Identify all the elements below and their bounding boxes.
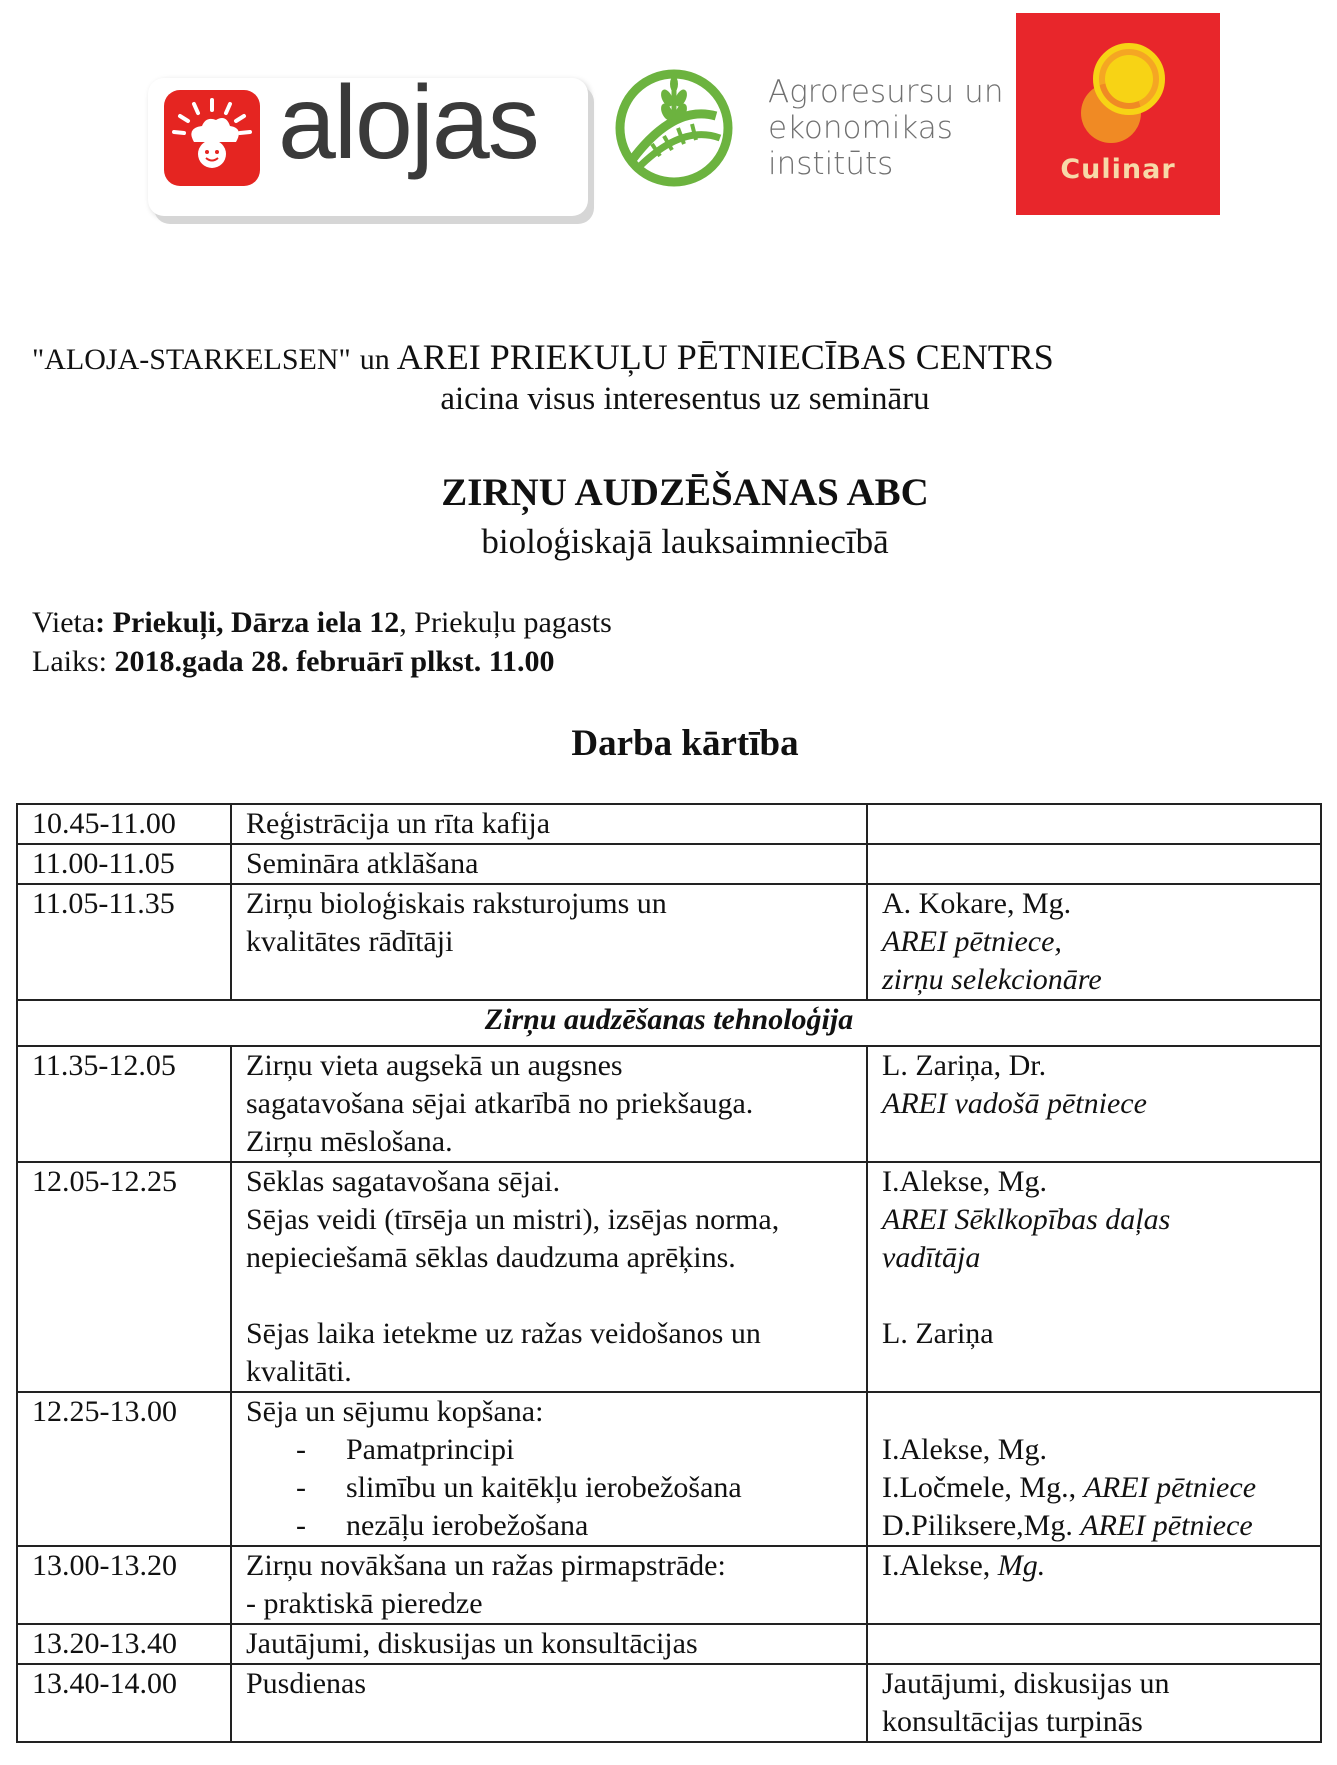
organizers-line [32, 336, 1054, 378]
speaker-role: zirņu selekcionāre [882, 963, 1102, 996]
speaker-role: AREI vadošā pētniece [882, 1087, 1147, 1120]
topic-line: Sēklas sagatavošana sējai. [246, 1165, 561, 1198]
time-cell: 13.40-14.00 [17, 1664, 231, 1742]
topic-line: Sēja un sējumu kopšana: [246, 1395, 544, 1428]
logo-bar [0, 0, 1337, 230]
topic-line: Zirņu vieta augsekā un augsnes [246, 1049, 623, 1082]
alojas-logo [148, 65, 588, 216]
topic-line: Zirņu bioloģiskais raksturojums un [246, 887, 667, 920]
bullet-item [246, 1507, 852, 1545]
arei-wordmark [768, 74, 1003, 182]
venue-label: Vieta [32, 606, 96, 639]
topic-line: Zirņu mēslošana. [246, 1125, 453, 1158]
topic-cell: Reģistrācija un rīta kafija [231, 804, 867, 844]
speaker-cell [867, 804, 1321, 844]
speaker-name: L. Zariņa [882, 1317, 994, 1350]
venue-line [32, 606, 612, 640]
topic-cell: Jautājumi, diskusijas un konsultācijas [231, 1624, 867, 1664]
org-arei: AREI PRIEKUĻU PĒTNIECĪBAS CENTRS [396, 337, 1054, 377]
venue-colon: : [95, 606, 113, 639]
speaker-cell [867, 1162, 1321, 1392]
bullet-item [246, 1431, 852, 1469]
speaker-role: AREI pētniece, [882, 925, 1062, 958]
topic-line: Sējas laika ietekme uz ražas veidošanos un [246, 1317, 761, 1350]
seminar-subtitle: bioloģiskajā lauksaimniecībā [481, 522, 889, 561]
speaker-name: I.Ločmele, Mg., [882, 1471, 1084, 1504]
speaker-name: I.Alekse, Mg. [882, 1433, 1047, 1466]
bullet-dash: - [296, 1471, 306, 1504]
topic-cell [231, 1392, 867, 1546]
speaker-role: vadītāja [882, 1241, 981, 1274]
topic-cell: Semināra atklāšana [231, 844, 867, 884]
time-cell: 13.00-13.20 [17, 1546, 231, 1624]
arei-line-1: Agroresursu un [768, 74, 1004, 110]
topic-line: Zirņu novākšana un ražas pirmapstrāde: [246, 1549, 726, 1582]
org-aloja: "ALOJA-STARKELSEN" [32, 343, 351, 376]
org-un: un [359, 343, 390, 376]
time-cell: 12.25-13.00 [17, 1392, 231, 1546]
table-row [17, 1624, 1321, 1664]
speaker-role: AREI Sēklkopības daļas [882, 1203, 1171, 1236]
speaker-name: D.Piliksere,Mg. [882, 1509, 1081, 1542]
table-row [17, 1664, 1321, 1742]
spacer [246, 1277, 852, 1315]
spacer [882, 1393, 1306, 1431]
speaker-cell [867, 1624, 1321, 1664]
speaker-line [882, 1431, 1306, 1469]
bullet-item [246, 1469, 852, 1507]
note-line: konsultācijas turpinās [882, 1705, 1143, 1738]
table-row [17, 804, 1321, 844]
speaker-role: AREI pētniece [1083, 1471, 1257, 1504]
topic-line: - praktiskā pieredze [246, 1587, 483, 1620]
venue-rest: , Priekuļu pagasts [399, 606, 612, 639]
speaker-cell [867, 1546, 1321, 1624]
time-label: Laiks: [32, 645, 115, 678]
spacer [882, 1277, 1306, 1315]
arei-line-2: ekonomikas [768, 110, 953, 146]
bullet-text: slimību un kaitēkļu ierobežošana [346, 1471, 742, 1504]
topic-line: sagatavošana sējai atkarībā no priekšauga. [246, 1087, 754, 1120]
speaker-cell [867, 844, 1321, 884]
culinar-logo [1016, 13, 1220, 215]
bullet-text: Pamatprincipi [346, 1433, 515, 1466]
speaker-name: I.Alekse, Mg. [882, 1165, 1047, 1198]
table-row [17, 1162, 1321, 1392]
topic-line: nepieciešamā sēklas daudzuma aprēķins. [246, 1241, 736, 1274]
seminar-title: ZIRŅU AUDZĒŠANAS ABC [441, 471, 929, 514]
culinar-wordmark: Culinar [1060, 154, 1176, 185]
speaker-line [882, 1469, 1306, 1507]
alojas-wordmark: alojas [278, 65, 538, 181]
time-cell: 13.20-13.40 [17, 1624, 231, 1664]
section-heading: Zirņu audzēšanas tehnoloģija [17, 1000, 1321, 1046]
speaker-cell [867, 1392, 1321, 1546]
invite-line: aicina visus interesentus uz semināru [440, 381, 930, 417]
time-cell: 11.00-11.05 [17, 844, 231, 884]
arei-line-3: institūts [768, 146, 894, 182]
alojas-chef-icon [164, 90, 260, 186]
section-row [17, 1000, 1321, 1046]
speaker-cell [867, 1046, 1321, 1162]
agenda-table [16, 803, 1322, 1743]
speaker-role: AREI pētniece [1080, 1509, 1253, 1542]
topic-cell [231, 1546, 867, 1624]
time-value: 2018.gada 28. februārī plkst. 11.00 [114, 645, 555, 678]
topic-cell [231, 1046, 867, 1162]
topic-cell [231, 1162, 867, 1392]
topic-line: kvalitātes rādītāji [246, 925, 454, 958]
speaker-degree: Mg. [997, 1549, 1046, 1582]
note-line: Jautājumi, diskusijas un [882, 1667, 1170, 1700]
topic-cell: Pusdienas [231, 1664, 867, 1742]
time-cell: 11.05-11.35 [17, 884, 231, 1000]
table-row [17, 1046, 1321, 1162]
time-line [32, 645, 555, 679]
table-row [17, 1546, 1321, 1624]
time-cell: 12.05-12.25 [17, 1162, 231, 1392]
speaker-name: A. Kokare, Mg. [882, 887, 1072, 920]
agenda-title: Darba kārtība [571, 723, 799, 764]
bullet-text: nezāļu ierobežošana [346, 1509, 589, 1542]
culinar-circles-icon [1016, 13, 1220, 153]
bullet-dash: - [296, 1509, 306, 1542]
arei-emblem-icon [612, 64, 736, 192]
topic-line: kvalitāti. [246, 1355, 352, 1388]
speaker-name: L. Zariņa, Dr. [882, 1049, 1047, 1082]
speaker-line [882, 1507, 1306, 1545]
bullet-dash: - [296, 1433, 306, 1466]
venue-value: Priekuļi, Dārza iela 12 [112, 606, 400, 639]
topic-cell [231, 884, 867, 1000]
time-cell: 11.35-12.05 [17, 1046, 231, 1162]
topic-line: Sējas veidi (tīrsēja un mistri), izsējas norma, [246, 1203, 780, 1236]
speaker-name: I.Alekse, [882, 1549, 998, 1582]
time-cell: 10.45-11.00 [17, 804, 231, 844]
speaker-cell [867, 1664, 1321, 1742]
table-row [17, 884, 1321, 1000]
speaker-cell [867, 884, 1321, 1000]
table-row [17, 844, 1321, 884]
table-row [17, 1392, 1321, 1546]
